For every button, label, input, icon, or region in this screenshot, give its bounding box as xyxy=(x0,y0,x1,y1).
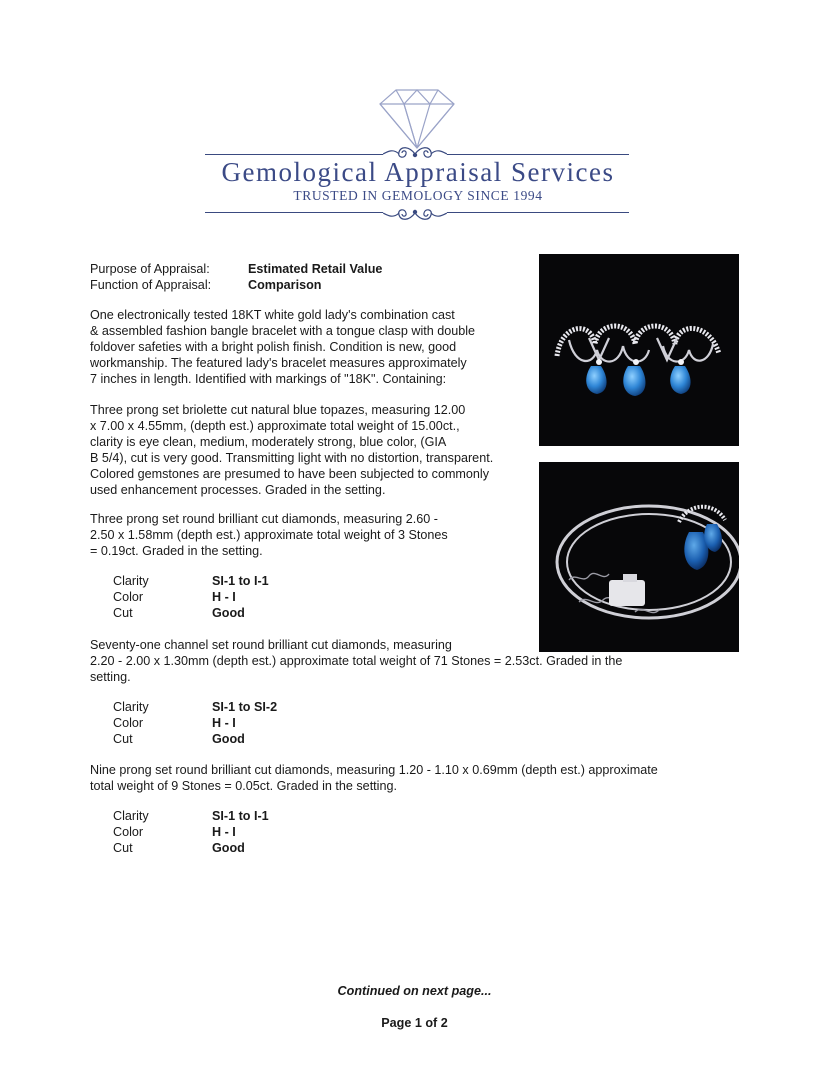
header-top-rule-right xyxy=(447,154,629,155)
grade-value: H - I xyxy=(212,716,236,730)
topaz-line: Colored gemstones are presumed to have been subjected to commonly xyxy=(90,467,490,481)
diamonds2-line: 2.20 - 2.00 x 1.30mm (depth est.) approximate total weight of 71 Stones = 2.53ct. Graded in the xyxy=(90,654,623,668)
diamonds3-line: total weight of 9 Stones = 0.05ct. Graded in the setting. xyxy=(90,779,397,793)
bracelet-photo-front xyxy=(539,254,739,446)
scroll-ornament-icon xyxy=(383,203,447,223)
header-bottom-rule-right xyxy=(447,212,629,213)
function-label: Function of Appraisal: xyxy=(90,278,212,292)
grade-label: Clarity xyxy=(113,700,149,714)
header-bottom-rule-left xyxy=(205,212,383,213)
grade-label: Color xyxy=(113,825,144,839)
description-line: One electronically tested 18KT white gold lady's combination cast xyxy=(90,308,455,322)
grade-value: SI-1 to I-1 xyxy=(212,574,269,588)
diamond-logo-icon xyxy=(378,88,456,150)
grade-label: Color xyxy=(113,590,144,604)
grade-value: Good xyxy=(212,606,245,620)
bracelet-photo-side xyxy=(539,462,739,652)
grade-value: SI-1 to SI-2 xyxy=(212,700,278,714)
topaz-line: x 7.00 x 4.55mm, (depth est.) approximate total weight of 15.00ct., xyxy=(90,419,460,433)
page-number: Page 1 of 2 xyxy=(381,1016,448,1030)
diamonds1-line: 2.50 x 1.58mm (depth est.) approximate total weight of 3 Stones xyxy=(90,528,448,542)
topaz-line: used enhancement processes. Graded in the setting. xyxy=(90,483,386,497)
company-name: Gemological Appraisal Services xyxy=(221,157,615,187)
topaz-line: B 5/4), cut is very good. Transmitting light with no distortion, transparent. xyxy=(90,451,494,465)
topaz-line: Three prong set briolette cut natural blue topazes, measuring 12.00 xyxy=(90,403,466,417)
diamonds3-line: Nine prong set round brilliant cut diamonds, measuring 1.20 - 1.10 x 0.69mm (depth est.) approximate xyxy=(90,763,658,777)
grade-label: Clarity xyxy=(113,574,149,588)
grade-value: Good xyxy=(212,841,245,855)
diamonds1-line: Three prong set round brilliant cut diamonds, measuring 2.60 - xyxy=(90,512,438,526)
grade-value: H - I xyxy=(212,825,236,839)
description-line: workmanship. The featured lady's bracelet measures approximately xyxy=(90,356,467,370)
grade-label: Cut xyxy=(113,841,133,855)
bracelet-front-image xyxy=(539,254,739,446)
grade-label: Clarity xyxy=(113,809,149,823)
topaz-line: clarity is eye clean, medium, moderately strong, blue color, (GIA xyxy=(90,435,447,449)
function-value: Comparison xyxy=(248,278,322,292)
grade-value: SI-1 to I-1 xyxy=(212,809,269,823)
grade-value: Good xyxy=(212,732,245,746)
grade-label: Cut xyxy=(113,732,133,746)
purpose-label: Purpose of Appraisal: xyxy=(90,262,210,276)
grade-label: Color xyxy=(113,716,144,730)
company-tagline: TRUSTED IN GEMOLOGY SINCE 1994 xyxy=(293,188,543,203)
description-line: & assembled fashion bangle bracelet with a tongue clasp with double xyxy=(90,324,476,338)
continued-note: Continued on next page... xyxy=(337,984,492,998)
purpose-value: Estimated Retail Value xyxy=(248,262,383,276)
diamonds1-line: = 0.19ct. Graded in the setting. xyxy=(90,544,263,558)
grade-value: H - I xyxy=(212,590,236,604)
description-line: foldover safeties with a bright polish finish. Condition is new, good xyxy=(90,340,457,354)
diamonds2-line: setting. xyxy=(90,670,131,684)
header-top-rule-left xyxy=(205,154,383,155)
grade-label: Cut xyxy=(113,606,133,620)
diamonds2-line: Seventy-one channel set round brilliant cut diamonds, measuring xyxy=(90,638,452,652)
bracelet-side-image xyxy=(539,462,739,652)
description-line: 7 inches in length. Identified with markings of "18K". Containing: xyxy=(90,372,447,386)
